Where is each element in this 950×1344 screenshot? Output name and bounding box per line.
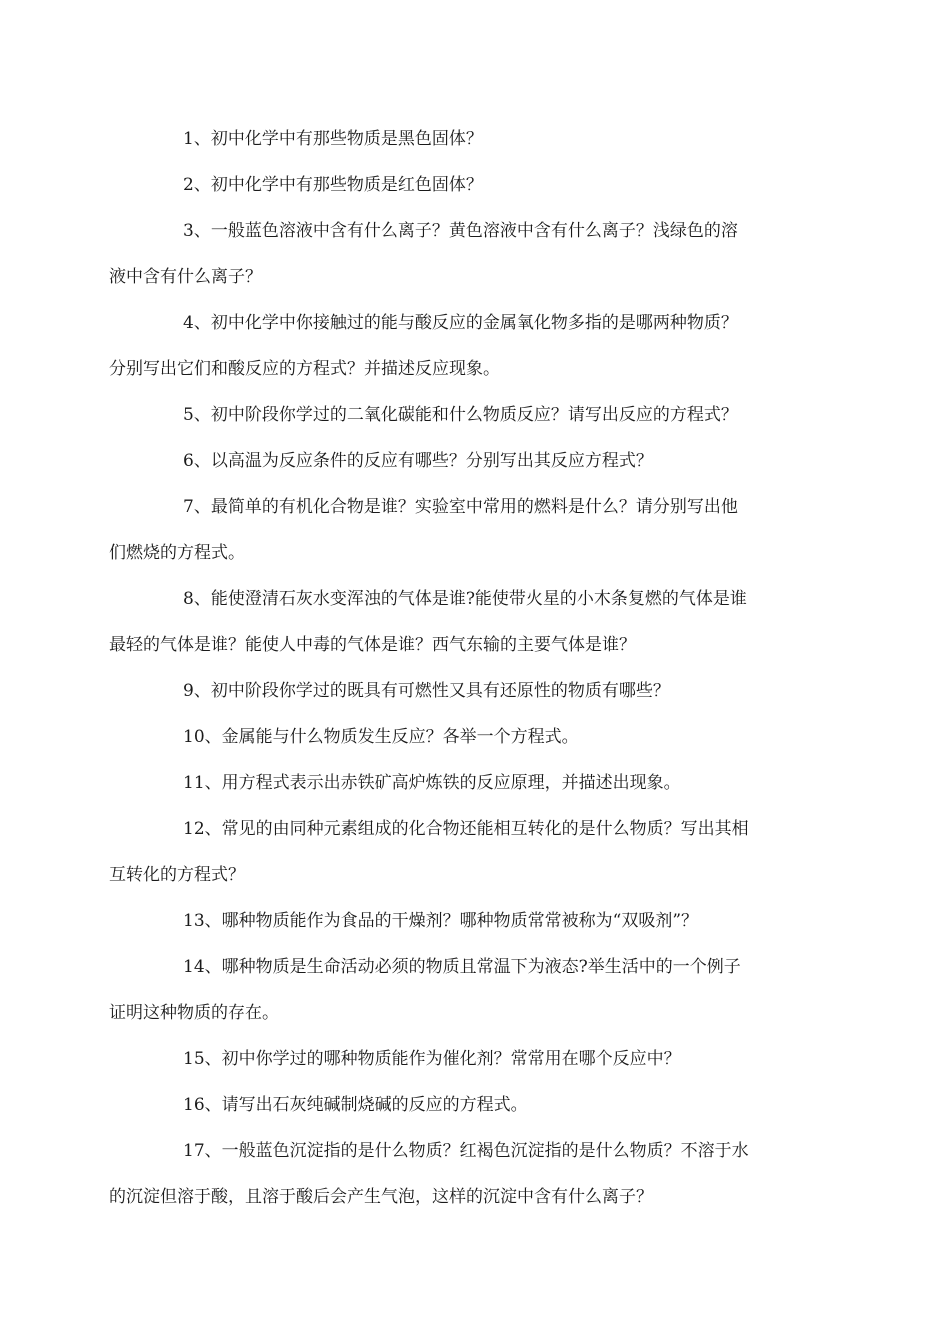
question-12-line-2: 互转化的方程式？ bbox=[109, 865, 245, 885]
question-8-line-1: 8、能使澄清石灰水变浑浊的气体是谁?能使带火星的小木条复燃的气体是谁 bbox=[183, 589, 747, 609]
question-16 bbox=[146, 1082, 810, 1128]
question-4 bbox=[109, 300, 810, 392]
question-17-line-2: 的沉淀但溶于酸，且溶于酸后会产生气泡，这样的沉淀中含有什么离子？ bbox=[109, 1187, 653, 1207]
question-10 bbox=[146, 714, 810, 760]
question-4-line-1: 4、初中化学中你接触过的能与酸反应的金属氧化物多指的是哪两种物质？ bbox=[183, 313, 738, 333]
question-12 bbox=[109, 806, 810, 898]
question-11-line-1: 11、用方程式表示出赤铁矿高炉炼铁的反应原理，并描述出现象。 bbox=[183, 773, 681, 793]
question-13 bbox=[146, 898, 810, 944]
question-11 bbox=[146, 760, 810, 806]
question-15-line-1: 15、初中你学过的哪种物质能作为催化剂？常常用在哪个反应中？ bbox=[183, 1049, 681, 1069]
question-17-line-1: 17、一般蓝色沉淀指的是什么物质？红褐色沉淀指的是什么物质？不溶于水 bbox=[183, 1141, 749, 1161]
question-10-line-1: 10、金属能与什么物质发生反应？各举一个方程式。 bbox=[183, 727, 579, 747]
question-1 bbox=[146, 116, 810, 162]
question-2-line-1: 2、初中化学中有那些物质是红色固体？ bbox=[183, 175, 483, 195]
question-5-line-1: 5、初中阶段你学过的二氧化碳能和什么物质反应？请写出反应的方程式？ bbox=[183, 405, 738, 425]
question-6-line-1: 6、以高温为反应条件的反应有哪些？分别写出其反应方程式？ bbox=[183, 451, 653, 471]
question-9 bbox=[146, 668, 810, 714]
question-17 bbox=[109, 1128, 810, 1220]
question-8 bbox=[109, 576, 810, 668]
question-3 bbox=[109, 208, 810, 300]
question-8-line-2: 最轻的气体是谁？能使人中毒的气体是谁？西气东输的主要气体是谁？ bbox=[109, 635, 636, 655]
question-7 bbox=[109, 484, 810, 576]
question-9-line-1: 9、初中阶段你学过的既具有可燃性又具有还原性的物质有哪些？ bbox=[183, 681, 670, 701]
question-16-line-1: 16、请写出石灰纯碱制烧碱的反应的方程式。 bbox=[183, 1095, 528, 1115]
question-14 bbox=[109, 944, 810, 1036]
question-5 bbox=[146, 392, 810, 438]
question-14-line-1: 14、哪种物质是生命活动必须的物质且常温下为液态?举生活中的一个例子 bbox=[183, 957, 741, 977]
question-13-line-1: 13、哪种物质能作为食品的干燥剂？哪种物质常常被称为“双吸剂”？ bbox=[183, 911, 699, 931]
question-7-line-1: 7、最简单的有机化合物是谁？实验室中常用的燃料是什么？请分别写出他 bbox=[183, 497, 738, 517]
question-7-line-2: 们燃烧的方程式。 bbox=[109, 543, 245, 563]
question-3-line-2: 液中含有什么离子？ bbox=[109, 267, 262, 287]
question-14-line-2: 证明这种物质的存在。 bbox=[109, 1003, 279, 1023]
question-6 bbox=[146, 438, 810, 484]
question-1-line-1: 1、初中化学中有那些物质是黑色固体？ bbox=[183, 129, 483, 149]
question-3-line-1: 3、一般蓝色溶液中含有什么离子？黄色溶液中含有什么离子？浅绿色的溶 bbox=[183, 221, 738, 241]
question-2 bbox=[146, 162, 810, 208]
question-12-line-1: 12、常见的由同种元素组成的化合物还能相互转化的是什么物质？写出其相 bbox=[183, 819, 749, 839]
question-list bbox=[109, 116, 810, 1220]
question-15 bbox=[146, 1036, 810, 1082]
question-4-line-2: 分别写出它们和酸反应的方程式？并描述反应现象。 bbox=[109, 359, 500, 379]
